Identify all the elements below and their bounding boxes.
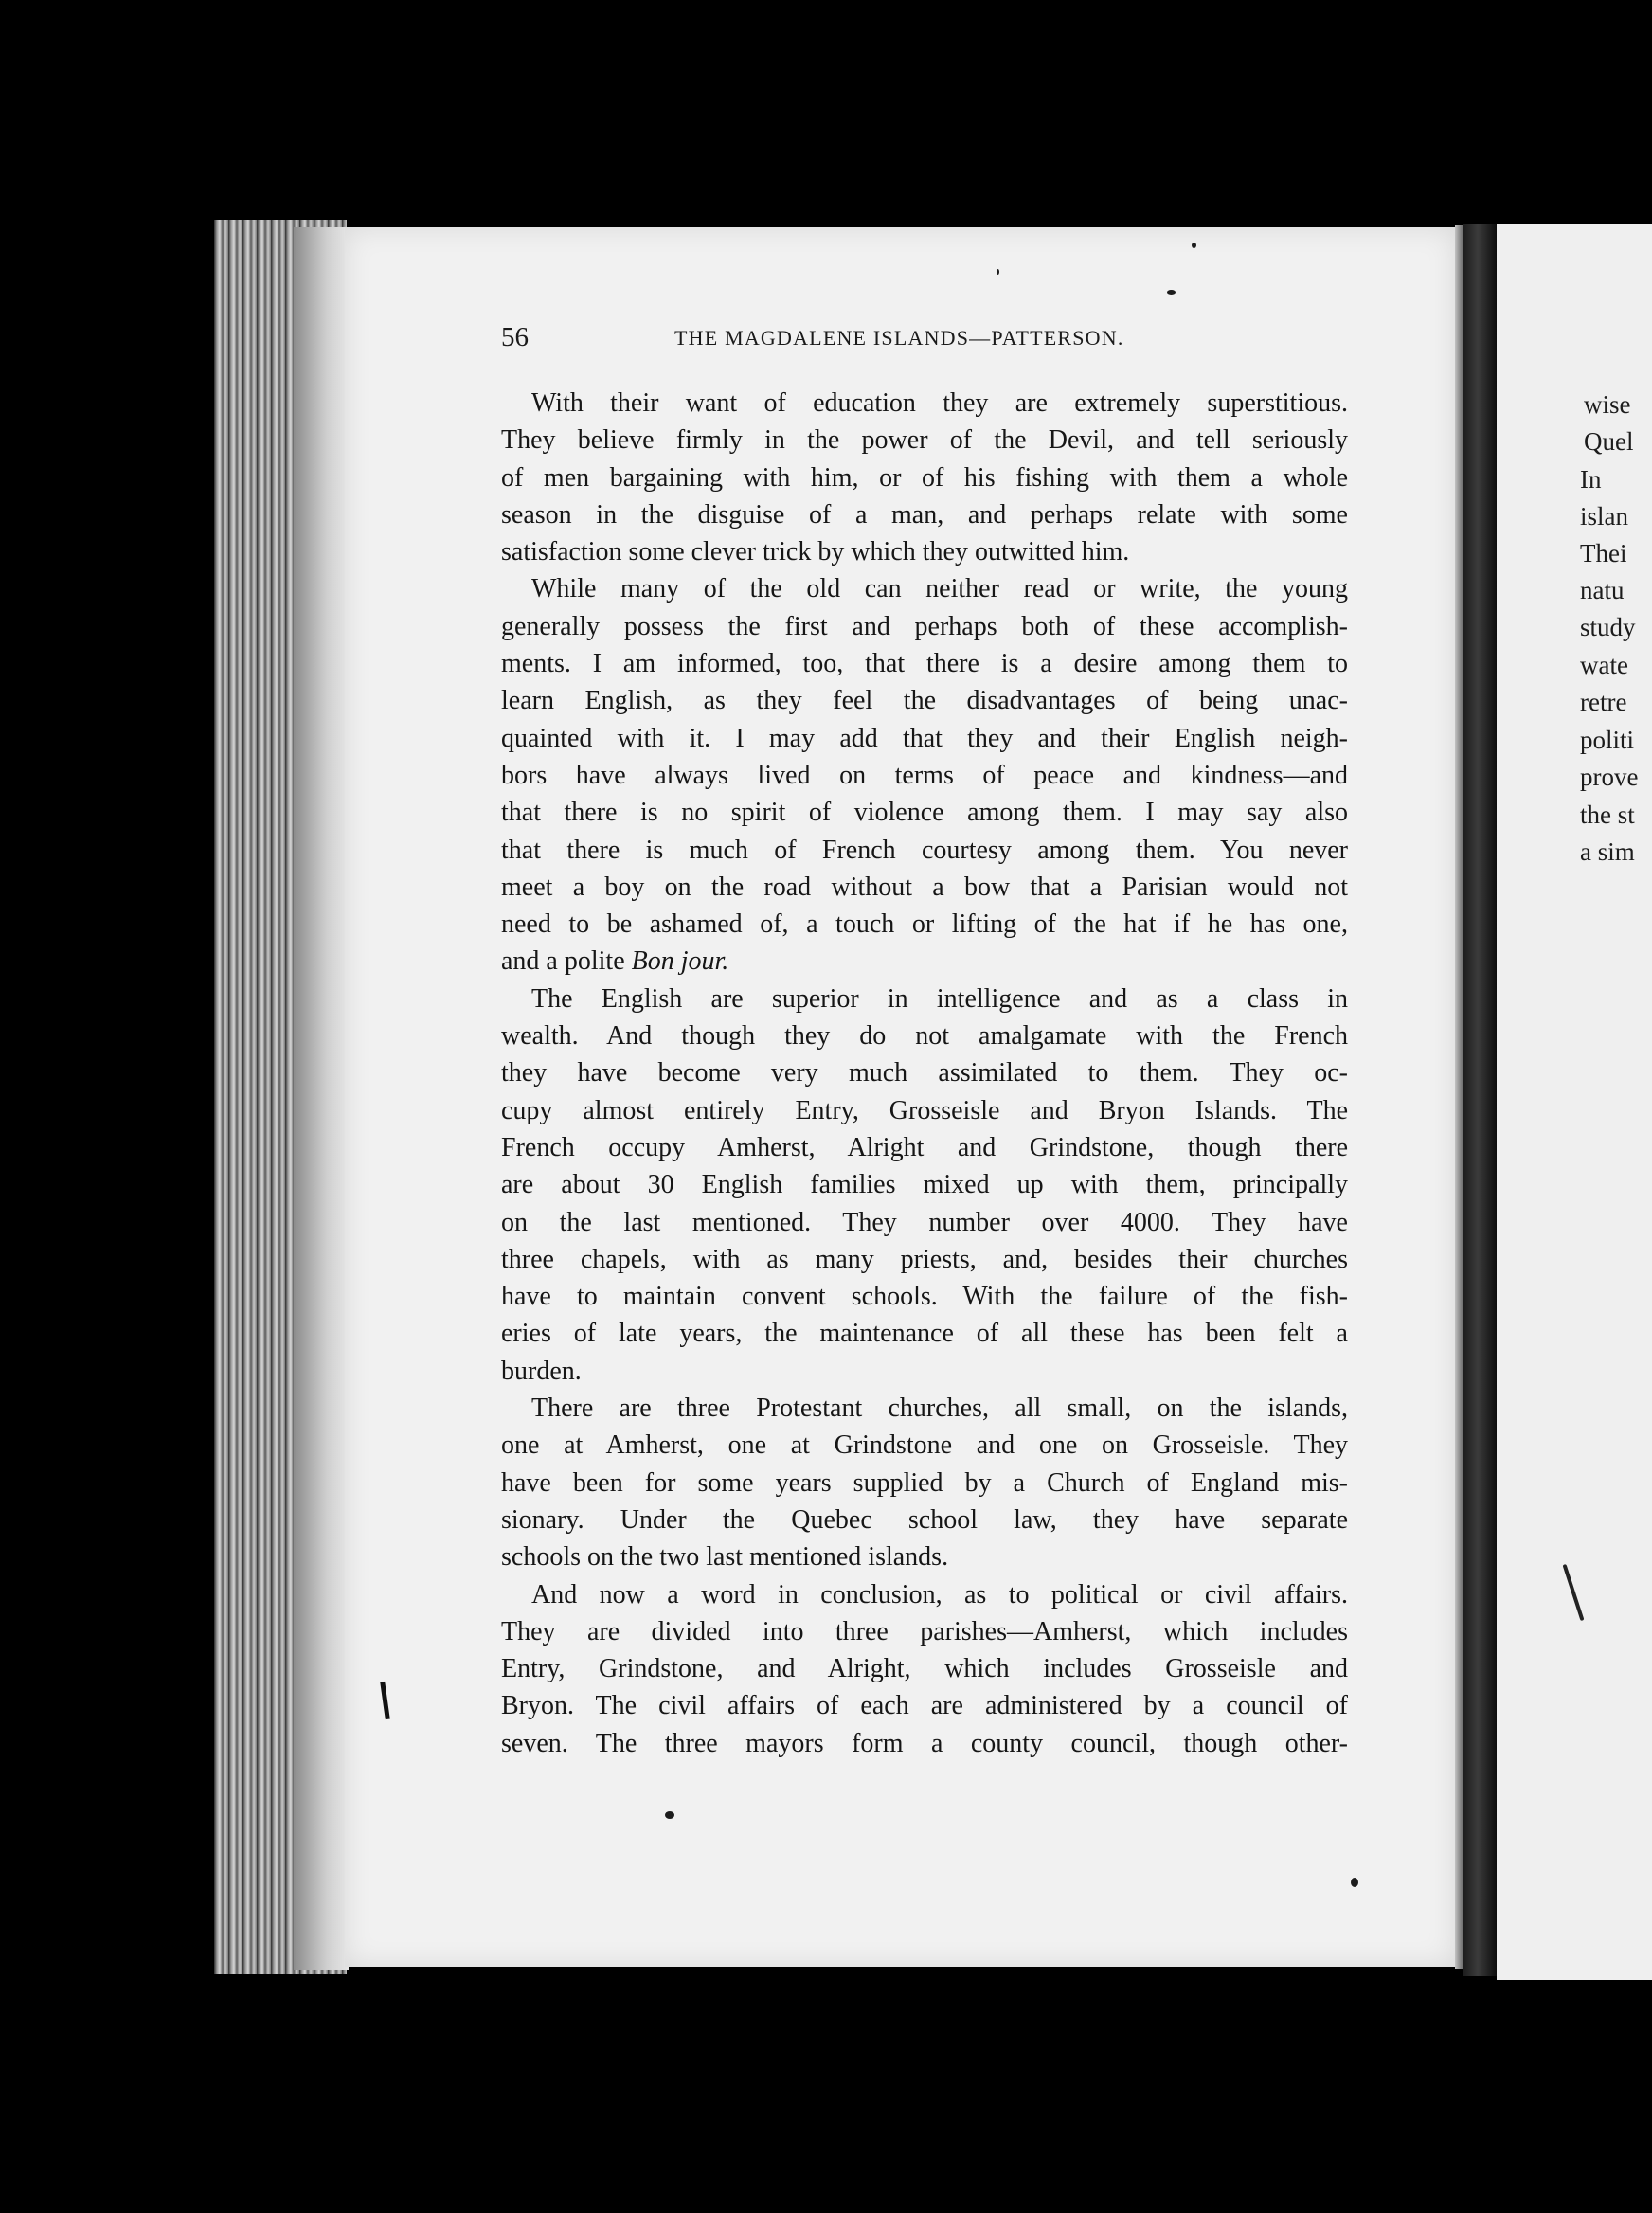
text-line-start: and a polite <box>501 946 632 977</box>
text-line: burden. <box>501 1356 582 1386</box>
facing-fragment: islan <box>1580 502 1628 531</box>
text-line: wealth. And though they do not amalgamate with the French <box>501 1021 1348 1052</box>
text-line: satisfaction some clever trick by which they outwitted him. <box>501 537 1130 567</box>
italic-phrase: Bon jour. <box>631 946 729 977</box>
text-line: generally possess the first and perhaps both of these accomplish- <box>501 611 1348 641</box>
facing-fragment: natu <box>1580 576 1625 604</box>
page-right-edge <box>1455 225 1463 1969</box>
text-line: season in the disguise of a man, and perhaps relate with some <box>501 499 1348 530</box>
facing-fragment: wate <box>1580 651 1628 679</box>
text-line: three chapels, with as many priests, and, besides their churches <box>501 1244 1348 1274</box>
facing-fragment: a sim <box>1580 837 1635 866</box>
text-line: are about 30 English families mixed up with them, principally <box>501 1170 1348 1200</box>
page-number: 56 <box>501 322 529 352</box>
text-line: they have become very much assimilated to them. They oc- <box>501 1058 1348 1089</box>
text-line: cupy almost entirely Entry, Grosseisle and Bryon Islands. The <box>501 1095 1348 1125</box>
facing-fragment: the st <box>1580 801 1635 829</box>
scan-speck <box>997 269 999 275</box>
text-line: learn English, as they feel the disadvantages of being unac- <box>501 686 1348 716</box>
text-line: While many of the old can neither read or write, the young <box>531 574 1348 604</box>
facing-fragment: prove <box>1580 763 1639 791</box>
facing-fragment: Thei <box>1580 539 1627 567</box>
text-line: eries of late years, the maintenance of all these has been felt a <box>501 1319 1348 1349</box>
body-text <box>501 385 1348 1762</box>
text-line <box>501 943 1348 980</box>
text-line: have been for some years supplied by a Church of England mis- <box>501 1467 1348 1498</box>
text-line: quainted with it. I may add that they and their English neigh- <box>501 723 1348 753</box>
facing-fragment: wise <box>1584 390 1631 419</box>
text-line: bors have always lived on terms of peace and kindness—and <box>501 760 1348 790</box>
text-line: on the last mentioned. They number over 4000. They have <box>501 1207 1348 1237</box>
facing-fragment: Quel <box>1584 427 1634 456</box>
facing-fragment: In <box>1580 465 1602 494</box>
book-gutter <box>1463 224 1497 1976</box>
text-line: Bryon. The civil affairs of each are administered by a council of <box>501 1691 1348 1721</box>
text-line: French occupy Amherst, Alright and Grindstone, though there <box>501 1132 1348 1162</box>
text-line: And now a word in conclusion, as to political or civil affairs. <box>531 1579 1348 1610</box>
facing-page <box>1497 224 1652 1980</box>
text-line: that there is no spirit of violence among them. I may say also <box>501 798 1348 828</box>
text-line: meet a boy on the road without a bow that a Parisian would not <box>501 872 1348 902</box>
text-line: that there is much of French courtesy among them. You never <box>501 835 1348 865</box>
text-line: ments. I am informed, too, that there is a desire among them to <box>501 649 1348 679</box>
text-line: seven. The three mayors form a county council, though other- <box>501 1728 1348 1758</box>
text-line: need to be ashamed of, a touch or lifting of the hat if he has one, <box>501 909 1348 940</box>
scan-speck <box>1167 290 1176 295</box>
text-line: Entry, Grindstone, and Alright, which includes Grosseisle and <box>501 1654 1348 1684</box>
text-line: have to maintain convent schools. With the failure of the fish- <box>501 1282 1348 1312</box>
running-head: THE MAGDALENE ISLANDS—PATTERSON. <box>674 326 1124 350</box>
text-line: They are divided into three parishes—Amherst, which includes <box>501 1616 1348 1646</box>
facing-fragment: retre <box>1580 688 1627 716</box>
facing-fragment: politi <box>1580 726 1635 754</box>
text-line: sionary. Under the Quebec school law, they have separate <box>501 1504 1348 1535</box>
facing-fragment: study <box>1580 613 1636 641</box>
text-line: With their want of education they are extremely superstitious. <box>531 388 1348 418</box>
scan-speck <box>665 1811 674 1819</box>
text-line: They believe firmly in the power of the Devil, and tell seriously <box>501 425 1348 456</box>
text-line: The English are superior in intelligence and as a class in <box>531 983 1348 1014</box>
text-line: one at Amherst, one at Grindstone and one on Grosseisle. They <box>501 1430 1348 1461</box>
scan-speck <box>1351 1878 1358 1887</box>
text-line: of men bargaining with him, or of his fishing with them a whole <box>501 462 1348 493</box>
text-line: schools on the two last mentioned islands. <box>501 1542 949 1573</box>
page-edge-shadow <box>294 227 349 1970</box>
scan-speck <box>1192 243 1196 248</box>
text-line: There are three Protestant churches, all small, on the islands, <box>531 1394 1348 1424</box>
